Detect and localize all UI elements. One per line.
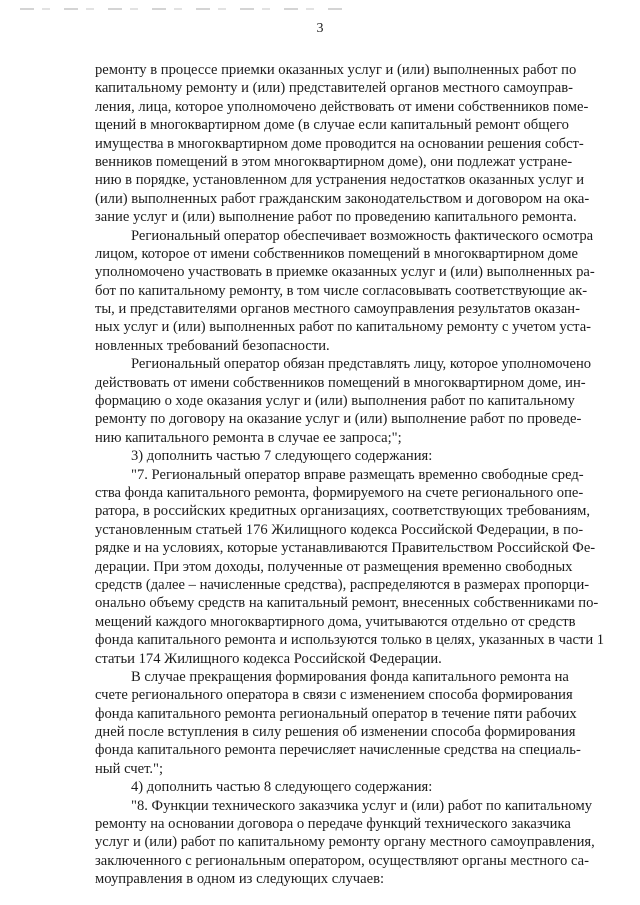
paragraph [0,61,640,227]
document-body [0,61,640,889]
text-line: дней после вступления в силу решения об изменении способа формирования [95,724,576,741]
text-line: ты, и представителями органов местного самоуправления результатов оказан- [95,301,580,318]
text-line: новленных требований безопасности. [95,337,330,354]
text-line: капитальному ремонту и (или) представителей органов местного самоуправ- [95,80,574,97]
paragraph [0,797,640,889]
text-line: В случае прекращения формирования фонда капитального ремонта на [131,668,569,685]
text-line: установленным статьей 176 Жилищного кодекса Российской Федерации, в по- [95,521,584,538]
paragraph [0,227,640,356]
text-line: "7. Региональный оператор вправе размещать временно свободные сред- [131,466,584,483]
text-line: ный счет."; [95,760,164,777]
text-line: Региональный оператор обязан представлять лицу, которое уполномочено [131,356,592,373]
text-line: мещений каждого многоквартирного дома, учитываются отдельно от средств [95,613,576,630]
text-line: бот по капитальному ремонту, в том числе согласовывать соответствующие ак- [95,282,588,299]
text-line: онально объему средств на капитальный ремонт, внесенных собственниками по- [95,595,599,612]
text-line: ремонту в процессе приемки оказанных услуг и (или) выполненных работ по [95,62,577,78]
text-line: дерации. При этом доходы, полученные от размещения временно свободных [95,558,573,575]
paragraph [0,447,640,465]
text-line: рядке и на условиях, которые устанавливаются Правительством Российской Фе- [95,540,596,557]
text-line: щений в многоквартирном доме (в случае если капитальный ремонт общего [95,117,569,134]
text-line: Региональный оператор обеспечивает возможность фактического осмотра [131,227,594,244]
text-line: нию капитального ремонта в случае ее запроса;"; [95,429,402,446]
text-line: статьи 174 Жилищного кодекса Российской Федерации. [95,650,442,667]
text-line: услуг и (или) работ по капитальному ремонту органу местного самоуправления, [95,834,595,851]
text-line: ремонту на основании договора о передаче функций технического заказчика [95,816,571,833]
text-line: "8. Функции технического заказчика услуг и (или) работ по капитальному [131,797,593,814]
paragraph [0,466,640,668]
text-line: венников помещений в этом многоквартирном доме), они подлежат устране- [95,153,573,170]
text-line: уполномочено участвовать в приемке оказанных услуг и (или) выполненных ра- [95,264,595,281]
text-line: имущества в многоквартирном доме проводится на основании решения собст- [95,135,584,152]
text-line: моуправления в одном из следующих случаев: [95,871,385,888]
scan-artifact [20,8,350,10]
page-number: 3 [316,21,324,36]
text-line: формацию о ходе оказания услуг и (или) выполнения работ по капитальному [95,393,575,410]
text-line: фонда капитального ремонта и используются только в целях, указанных в части 1 [95,632,605,649]
text-line: нию в порядке, установленном для устранения недостатков оказанных услуг и [95,172,585,189]
text-line: заключенного с региональным оператором, осуществляют органы местного са- [95,852,589,869]
text-line: ремонту по договору на оказание услуг и (или) выполнение работ по проведе- [95,411,582,428]
text-line: зание услуг и (или) выполнение работ по проведению капитального ремонта. [95,209,577,226]
text-line: ратора, в российских кредитных организациях, соответствующих требованиям, [95,503,591,520]
paragraph [0,355,640,447]
text-line: лицом, которое от имени собственников помещений в многоквартирном доме [95,245,579,262]
text-line: ления, лица, которое уполномочено действовать от имени собственников поме- [95,98,589,115]
text-line: (или) выполненных работ гражданским законодательством и договором на ока- [95,190,590,207]
text-line: фонда капитального ремонта региональный оператор в течение пяти рабочих [95,705,577,722]
text-line: 4) дополнить частью 8 следующего содержания: [131,779,433,796]
text-line: ства фонда капитального ремонта, формируемого на счете регионального опе- [95,484,584,501]
text-line: ных услуг и (или) выполненных работ по капитальному ремонту с учетом уста- [95,319,592,336]
text-line: 3) дополнить частью 7 следующего содержания: [131,448,433,465]
text-line: средств (далее – начисленные средства), распределяются в размерах пропорци- [95,576,590,593]
text-line: фонда капитального ремонта перечисляет начисленные средства на специаль- [95,742,581,759]
text-line: счете регионального оператора в связи с изменением способа формирования [95,687,573,704]
paragraph [0,668,640,778]
paragraph [0,778,640,796]
text-line: действовать от имени собственников помещений в многоквартирном доме, ин- [95,374,586,391]
